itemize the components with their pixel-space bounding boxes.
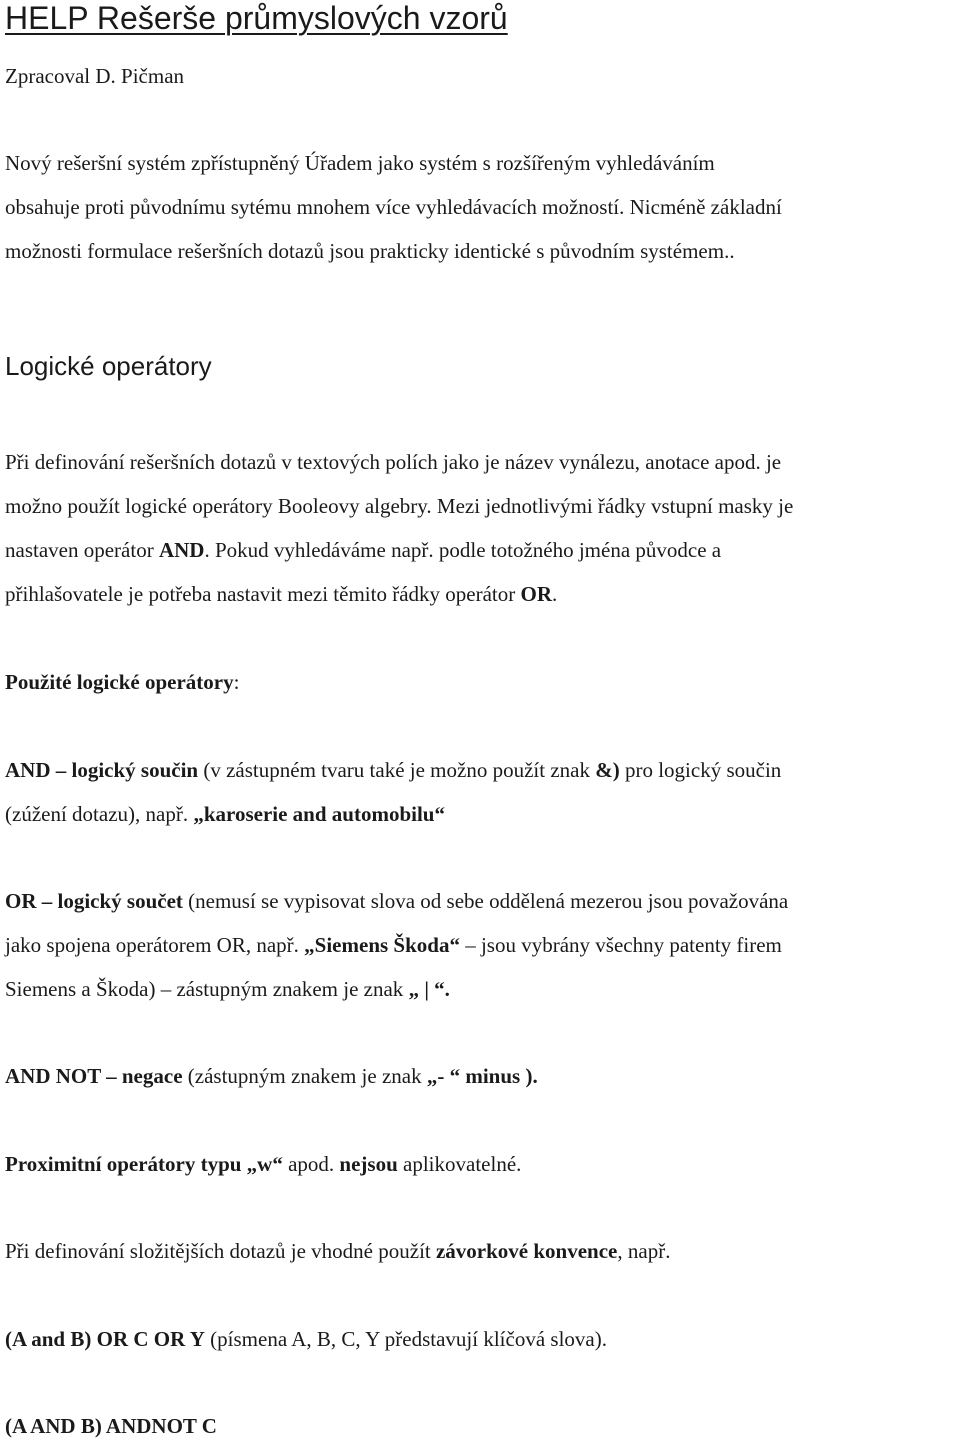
example-1-line	[5, 1329, 607, 1350]
example-2-expression: (A AND B) ANDNOT C	[5, 1414, 217, 1438]
and-operator-term: AND – logický součin	[5, 758, 199, 782]
section-heading-logical-operators: Logické operátory	[5, 351, 212, 381]
page-title: HELP Rešerše průmyslových vzorů	[5, 0, 508, 36]
example-2-line	[5, 1416, 217, 1437]
or-operator-line-2	[5, 935, 782, 956]
text: (zástupným znakem je znak	[182, 1064, 427, 1088]
example-1-expression: (A and B) OR C OR Y	[5, 1327, 205, 1351]
para1-line-1: Při definování rešeršních dotazů v textových polích jako je název vynálezu, anotace apod. je	[5, 450, 782, 474]
text: Při definování složitějších dotazů je vhodné použít	[5, 1239, 436, 1263]
or-example: „Siemens Škoda“	[304, 933, 460, 957]
operators-heading-colon: :	[233, 670, 240, 694]
text: – jsou vybrány všechny patenty firem	[459, 933, 782, 957]
or-operator-line-3	[5, 979, 450, 1000]
andnot-operator-line	[5, 1066, 538, 1087]
text: .	[551, 582, 558, 606]
text: Siemens a Škoda) – zástupným znakem je znak	[5, 977, 409, 1001]
or-keyword: OR	[520, 582, 552, 606]
text: apod.	[282, 1152, 340, 1176]
text: (zúžení dotazu), např.	[5, 802, 194, 826]
pipe-symbol: „ | “.	[408, 977, 450, 1001]
operators-heading	[5, 672, 239, 693]
and-example: „karoserie and automobilu“	[193, 802, 445, 826]
text: přihlašovatele je potřeba nastavit mezi těmito řádky operátor	[5, 582, 521, 606]
ampersand-symbol: &)	[595, 758, 620, 782]
para1-line-2: možno použít logické operátory Booleovy algebry. Mezi jednotlivými řádky vstupní masky je	[5, 494, 794, 518]
andnot-operator-term: AND NOT – negace	[5, 1064, 183, 1088]
text: , např.	[617, 1239, 671, 1263]
intro-line-3: možnosti formulace rešeršních dotazů jsou prakticky identické s původním systémem..	[5, 239, 735, 263]
minus-symbol: „- “ minus ).	[426, 1064, 538, 1088]
or-operator-term: OR – logický součet	[5, 889, 183, 913]
text: nastaven operátor	[5, 538, 159, 562]
intro-line-2: obsahuje proti původnímu sytému mnohem více vyhledávacích možností. Nicméně základní	[5, 195, 782, 219]
bracket-convention-line	[5, 1241, 670, 1262]
and-keyword: AND	[158, 538, 205, 562]
or-operator-line-1	[5, 891, 788, 912]
author-line: Zpracoval D. Pičman	[5, 64, 185, 88]
para1-line-3	[5, 540, 721, 561]
proximity-term: Proximitní operátory typu „w“	[5, 1152, 283, 1176]
text: (v zástupném tvaru také je možno použít znak	[198, 758, 596, 782]
text: . Pokud vyhledáváme např. podle totožného jména původce a	[204, 538, 722, 562]
text: aplikovatelné.	[397, 1152, 522, 1176]
text: (nemusí se vypisovat slova od sebe oddělená mezerou jsou považována	[182, 889, 789, 913]
para1-line-4	[5, 584, 557, 605]
text: (písmena A, B, C, Y představují klíčová slova).	[204, 1327, 607, 1351]
text: pro logický součin	[619, 758, 782, 782]
text: jako spojena operátorem OR, např.	[5, 933, 305, 957]
intro-line-1: Nový rešeršní systém zpřístupněný Úřadem jako systém s rozšířeným vyhledáváním	[5, 151, 715, 175]
and-operator-line-2	[5, 804, 445, 825]
not-applicable-term: nejsou	[339, 1152, 398, 1176]
bracket-convention-term: závorkové konvence	[435, 1239, 618, 1263]
operators-heading-bold: Použité logické operátory	[5, 670, 234, 694]
proximity-operators-line	[5, 1154, 521, 1175]
and-operator-line-1	[5, 760, 781, 781]
